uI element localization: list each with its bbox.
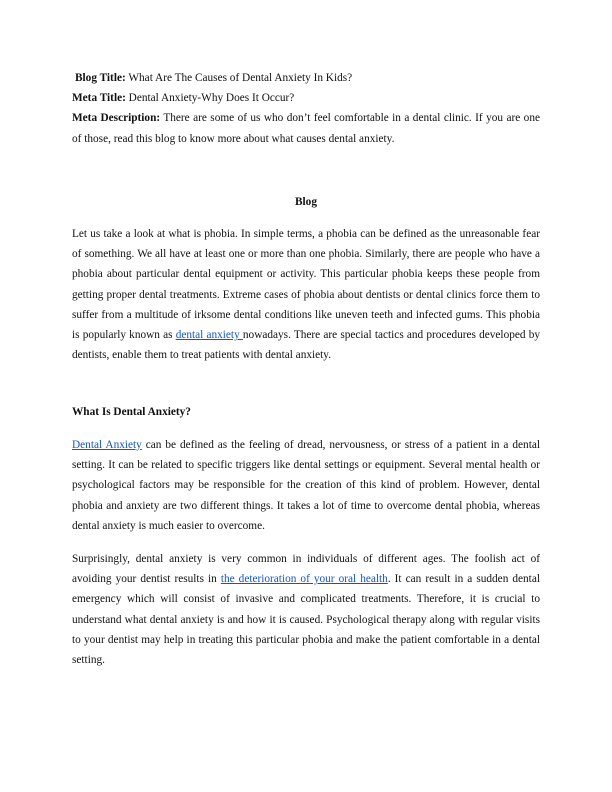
- meta-title-value: Dental Anxiety-Why Does It Occur?: [125, 92, 295, 105]
- document-body: [72, 68, 540, 667]
- meta-description-value: There are some of us who don’t feel comfortable in a dental clinic. If you are one of those, read this blog to know more about what causes dental anxiety.: [72, 112, 540, 145]
- dental-anxiety-definition-link[interactable]: Dental Anxiety: [72, 439, 142, 451]
- prevalence-paragraph: [72, 549, 540, 670]
- blog-title-line: [72, 68, 540, 88]
- meta-description-line: [72, 108, 540, 148]
- prevalence-text-after-link: . It can result in a sudden dental emergency which will consist of invasive and complicated treatments. Therefore, it is crucial to understand what dental anxiety is and how it is caused. Psychological therapy along with regular visits to your dentist may help in treating this particular phobia and make the patient comfortable in a dental setting.: [72, 573, 540, 667]
- dental-anxiety-link[interactable]: dental anxiety: [175, 329, 243, 342]
- meta-description-label: Meta Description:: [72, 112, 161, 125]
- blog-title-value: What Are The Causes of Dental Anxiety In Kids?: [125, 72, 353, 84]
- intro-text-after-link: nowadays. There are special tactics and procedures developed by dentists, enable them to treat patients with dental anxiety.: [72, 329, 540, 362]
- intro-paragraph: [72, 224, 540, 365]
- definition-paragraph: [72, 435, 540, 536]
- prevalence-text-before-link: Surprisingly, dental anxiety is very common in individuals of different ages. The foolish act of avoiding your dentist results in: [72, 553, 540, 586]
- meta-title-label: Meta Title:: [72, 92, 126, 105]
- definition-text: can be defined as the feeling of dread, nervousness, or stress of a patient in a dental setting. It can be related to specific triggers like dental settings or equipment. Several mental health or psychological factors may be responsible for the creation of this kind of problem. However, dental phobia and anxiety are two different things. It takes a lot of time to overcome dental phobia, whereas dental anxiety is much easier to overcome.: [72, 439, 540, 532]
- oral-health-link[interactable]: the deterioration of your oral health: [220, 573, 388, 586]
- section-heading: What Is Dental Anxiety?: [72, 406, 191, 418]
- blog-heading: Blog: [295, 196, 317, 208]
- intro-text-before-link: Let us take a look at what is phobia. In simple terms, a phobia can be defined as the unreasonable fear of something. We all have at least one or more than one phobia. Similarly, there are people who have a phobia about particular dental equipment or activity. This particular phobia keeps these people from getting proper dental treatments. Extreme cases of phobia about dentists or dental clinics force them to suffer from a multitude of irksome dental conditions like uneven teeth and infected gums. This phobia is popularly known as: [72, 228, 540, 342]
- blog-title-label: Blog Title:: [75, 72, 126, 84]
- meta-title-line: [72, 88, 540, 108]
